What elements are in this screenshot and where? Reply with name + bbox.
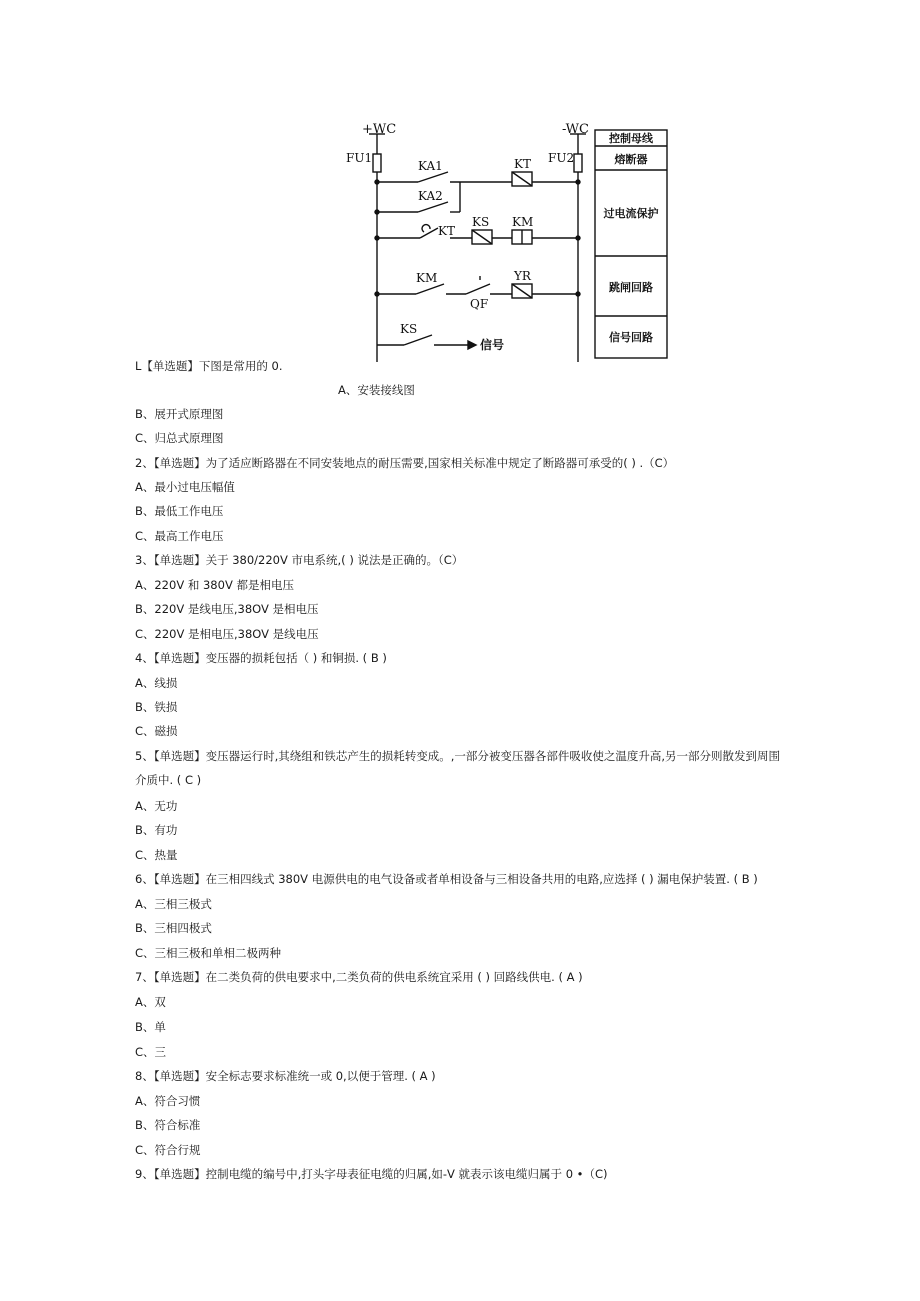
q8-option-c: C、符合行规 — [135, 1143, 201, 1157]
q8-option-b: B、符合标准 — [135, 1118, 201, 1132]
q7-option-b: B、单 — [135, 1020, 166, 1034]
q6-option-b: B、三相四极式 — [135, 921, 212, 935]
ka1-label: KA1 — [418, 159, 443, 173]
kt-coil-label: KT — [514, 157, 531, 171]
question-8: 8、【单选题】安全标志要求标准统一或 0,以便于管理. ( A ) — [135, 1069, 436, 1083]
q4-option-c: C、磁损 — [135, 724, 178, 738]
yr-label: YR — [514, 269, 531, 283]
q3-option-c: C、220V 是相电压,38OV 是线电压 — [135, 627, 319, 641]
q5-option-b: B、有功 — [135, 823, 178, 837]
table-cell-control-bus: 控制母线 — [609, 132, 653, 145]
q4-option-b: B、铁损 — [135, 700, 178, 714]
signal-label: 信号 — [480, 338, 505, 352]
table-cell-trip-circuit: 跳闸回路 — [609, 281, 653, 294]
km-contact-label: KM — [416, 271, 438, 285]
fu2-label: FU2 — [548, 151, 575, 165]
q1-option-a: A、安装接线图 — [338, 383, 415, 397]
q7-option-a: A、双 — [135, 995, 166, 1009]
ks-contact-label: KS — [400, 322, 418, 336]
table-cell-signal-circuit: 信号回路 — [609, 331, 653, 344]
q5-option-a: A、无功 — [135, 799, 178, 813]
q1-option-c: C、归总式原理图 — [135, 431, 224, 445]
neg-bus-label: -WC — [562, 122, 589, 137]
question-4: 4、【单选题】变压器的损耗包括（ ) 和铜损. ( B ) — [135, 651, 387, 665]
question-5: 5、【单选题】变压器运行时,其绕组和铁芯产生的损耗转变成。,一部分被变压器各部件吸收使之温度升高,另一部分则散发到周围介质中. ( C ) — [135, 749, 781, 787]
q6-option-a: A、三相三极式 — [135, 897, 212, 911]
q5-option-c: C、热量 — [135, 848, 178, 862]
pos-bus-label: +WC — [362, 122, 397, 137]
q2-option-b: B、最低工作电压 — [135, 504, 224, 518]
table-cell-overcurrent: 过电流保护 — [603, 207, 659, 220]
circuit-diagram — [340, 120, 675, 362]
q8-option-a: A、符合习惯 — [135, 1094, 201, 1108]
question-6: 6、【单选题】在三相四线式 380V 电源供电的电气设备或者单相设备与三相设备共用的电路,应选择 ( ) 漏电保护装置. ( B ) — [135, 872, 758, 886]
table-cell-fuse: 熔断器 — [614, 153, 648, 166]
q3-option-b: B、220V 是线电压,38OV 是相电压 — [135, 602, 319, 616]
ks-coil-label: KS — [472, 215, 490, 229]
q3-option-a: A、220V 和 380V 都是相电压 — [135, 578, 294, 592]
q2-option-c: C、最高工作电压 — [135, 529, 224, 543]
question-2: 2、【单选题】为了适应断路器在不同安装地点的耐压需要,国家相关标准中规定了断路器可承受的( ) .（C） — [135, 456, 675, 470]
q2-option-a: A、最小过电压幅值 — [135, 480, 235, 494]
q6-option-c: C、三相三极和单相二极两种 — [135, 946, 282, 960]
q1-option-b: B、展开式原理图 — [135, 407, 224, 421]
question-9: 9、【单选题】控制电缆的编号中,打头字母表征电缆的归属,如-V 就表示该电缆归属于 0 •（C) — [135, 1167, 608, 1181]
kt-contact-label: KT — [438, 224, 455, 238]
fu1-label: FU1 — [346, 151, 373, 165]
km-coil-label: KM — [512, 215, 534, 229]
qf-label: QF — [470, 297, 489, 311]
question-3: 3、【单选题】关于 380/220V 市电系统,( ) 说法是正确的。（C） — [135, 553, 464, 567]
ka2-label: KA2 — [418, 189, 443, 203]
question-1: L【单选题】下图是常用的 0. — [135, 359, 283, 373]
question-7: 7、【单选题】在二类负荷的供电要求中,二类负荷的供电系统宜采用 ( ) 回路线供电. ( A ) — [135, 970, 583, 984]
q4-option-a: A、线损 — [135, 676, 178, 690]
q7-option-c: C、三 — [135, 1045, 167, 1059]
